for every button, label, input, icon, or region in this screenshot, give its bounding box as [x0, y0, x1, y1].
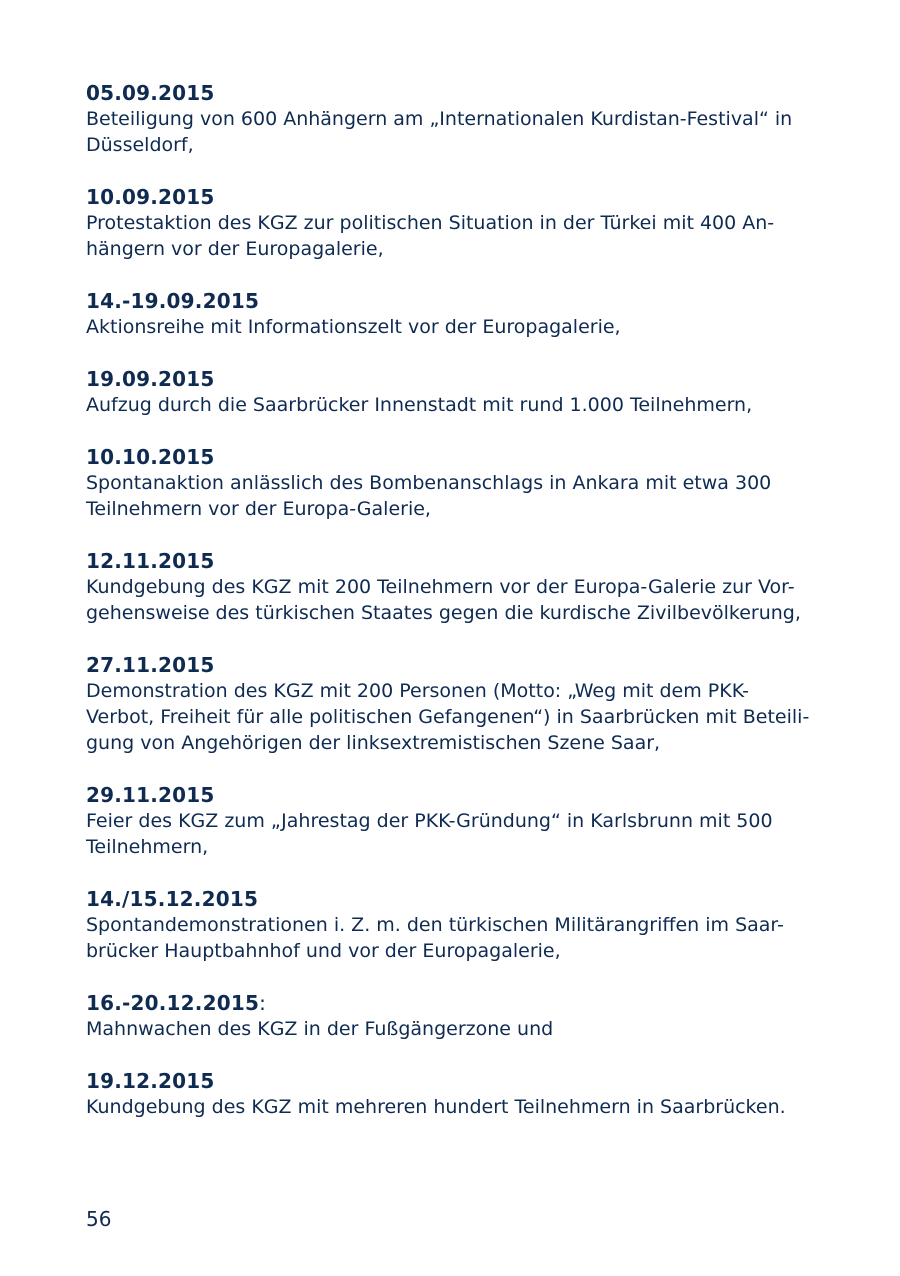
chronology-entry: [86, 782, 806, 860]
entry-date: 14./15.12.2015: [86, 887, 259, 911]
text-line: gehensweise des türkischen Staates gegen die kurdische Zivilbevölkerung,: [86, 602, 801, 624]
entry-date: 27.11.2015: [86, 653, 215, 677]
entry-date: 19.12.2015: [86, 1069, 215, 1093]
document-content: [86, 80, 810, 1146]
text-line: Protestaktion des KGZ zur politischen Situation in der Türkei mit 400 An-: [86, 212, 775, 234]
chronology-entry: [86, 652, 810, 756]
entry-date: 10.10.2015: [86, 445, 215, 469]
chronology-entry: [86, 288, 806, 340]
text-line: Düsseldorf,: [86, 134, 194, 156]
chronology-entry: [86, 548, 806, 626]
chronology-entry: [86, 886, 806, 964]
text-line: Mahnwachen des KGZ in der Fußgängerzone und: [86, 1018, 554, 1040]
text-line: hängern vor der Europagalerie,: [86, 238, 384, 260]
page-number: 56: [86, 1207, 112, 1231]
entry-text: [86, 808, 806, 860]
chronology-entry: [86, 366, 806, 418]
text-line: Spontandemonstrationen i. Z. m. den türkischen Militärangriffen im Saar-: [86, 914, 784, 936]
entry-text: [86, 210, 806, 262]
entry-date: 29.11.2015: [86, 783, 215, 807]
entry-text: [86, 106, 806, 158]
entry-date: 16.-20.12.2015:: [86, 991, 267, 1015]
entry-date: 10.09.2015: [86, 185, 215, 209]
text-line: Demonstration des KGZ mit 200 Personen (Motto: „Weg mit dem PKK-: [86, 680, 750, 702]
chronology-entry: [86, 1068, 806, 1120]
entry-text: [86, 470, 806, 522]
entry-text: [86, 392, 806, 418]
text-line: Kundgebung des KGZ mit 200 Teilnehmern vor der Europa-Galerie zur Vor-: [86, 576, 795, 598]
text-line: Teilnehmern vor der Europa-Galerie,: [86, 498, 431, 520]
text-line: Feier des KGZ zum „Jahrestag der PKK-Gründung“ in Karlsbrunn mit 500: [86, 810, 773, 832]
text-line: Beteiligung von 600 Anhängern am „Internationalen Kurdistan-Festival“ in: [86, 108, 793, 130]
text-line: Kundgebung des KGZ mit mehreren hundert Teilnehmern in Saarbrücken.: [86, 1096, 786, 1118]
entry-text: [86, 314, 806, 340]
entry-date: 12.11.2015: [86, 549, 215, 573]
entry-text: [86, 678, 810, 756]
text-line: Aktionsreihe mit Informationszelt vor der Europagalerie,: [86, 316, 621, 338]
entry-date: 19.09.2015: [86, 367, 215, 391]
chronology-entry: [86, 80, 806, 158]
entry-date: 05.09.2015: [86, 81, 215, 105]
entry-text: [86, 912, 806, 964]
entry-text: [86, 574, 806, 626]
entry-text: [86, 1094, 806, 1120]
chronology-entry: [86, 990, 806, 1042]
text-line: Teilnehmern,: [86, 836, 209, 858]
entry-date: 14.-19.09.2015: [86, 289, 260, 313]
entry-text: [86, 1016, 806, 1042]
text-line: Aufzug durch die Saarbrücker Innenstadt mit rund 1.000 Teilnehmern,: [86, 394, 753, 416]
text-line: gung von Angehörigen der linksextremistischen Szene Saar,: [86, 732, 661, 754]
text-line: Verbot, Freiheit für alle politischen Gefangenen“) in Saarbrücken mit Beteili-: [86, 706, 810, 728]
chronology-entry: [86, 444, 806, 522]
text-line: Spontanaktion anlässlich des Bombenanschlags in Ankara mit etwa 300: [86, 472, 772, 494]
text-line: brücker Hauptbahnhof und vor der Europagalerie,: [86, 940, 561, 962]
chronology-entry: [86, 184, 806, 262]
